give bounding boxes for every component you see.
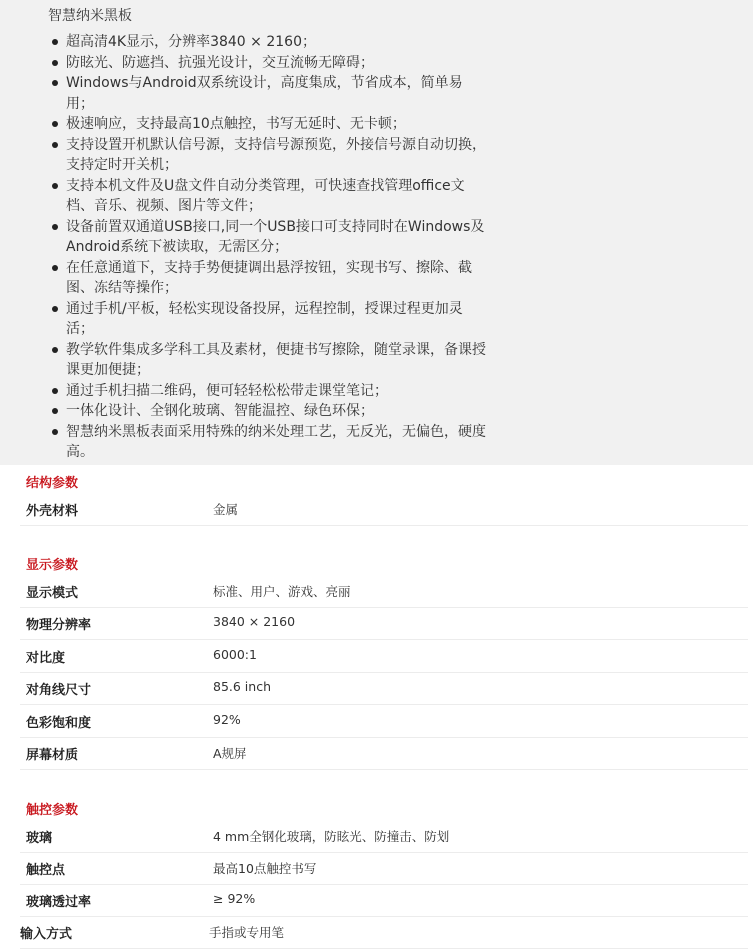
feature-text: 教学软件集成多学科工具及素材，便捷书写擦除，随堂录课，备课授课更加便捷； (66, 341, 486, 378)
feature-text: 超高清4K显示，分辨率3840 × 2160； (66, 34, 316, 50)
bullet-icon (52, 429, 58, 435)
bullet-icon (52, 265, 58, 271)
bullet-icon (52, 80, 58, 86)
feature-item (48, 381, 488, 402)
feature-item (48, 73, 488, 114)
feature-item (48, 401, 488, 422)
feature-text: 在任意通道下，支持手势便捷调出悬浮按钮，实现书写、擦除、截图、冻结等操作； (66, 259, 472, 296)
spec-label: 对比度 (26, 651, 66, 666)
feature-item (48, 114, 488, 135)
spec-label: 色彩饱和度 (26, 716, 92, 731)
feature-item (48, 217, 488, 258)
bullet-icon (52, 408, 58, 414)
feature-text: 智慧纳米黑板表面采用特殊的纳米处理工艺，无反光，无偏色，硬度高。 (66, 423, 486, 460)
spec-row (20, 672, 748, 705)
bullet-icon (52, 224, 58, 230)
spec-label: 显示模式 (26, 586, 79, 601)
feature-item (48, 422, 488, 463)
spec-value: 手指或专用笔 (209, 925, 285, 940)
intro-title: 智慧纳米黑板 (48, 8, 132, 24)
bullet-icon (52, 388, 58, 394)
feature-item (48, 258, 488, 299)
spec-value: A规屏 (213, 746, 247, 761)
feature-item (48, 53, 488, 74)
feature-text: 支持本机文件及U盘文件自动分类管理，可快速查找管理office文档、音乐、视频、图片等文件； (66, 177, 465, 214)
feature-text: 防眩光、防遮挡、抗强光设计，交互流畅无障碍； (66, 54, 374, 71)
spec-value: 标准、用户、游戏、亮丽 (213, 584, 351, 599)
feature-list (48, 32, 488, 463)
bullet-icon (52, 347, 58, 353)
spec-value: 6000:1 (213, 647, 257, 662)
feature-item (48, 340, 488, 381)
spec-value: ≥ 92% (213, 891, 256, 906)
bullet-icon (52, 142, 58, 148)
section-title-structure: 结构参数 (26, 476, 79, 491)
bullet-icon (52, 306, 58, 312)
spec-label: 触控点 (26, 863, 66, 878)
spec-row (20, 820, 748, 853)
bullet-icon (52, 60, 58, 66)
feature-text: 通过手机/平板，轻松实现设备投屏，远程控制，授课过程更加灵活； (66, 300, 463, 337)
spec-label: 屏幕材质 (26, 748, 79, 763)
intro-panel (0, 0, 753, 465)
bullet-icon (52, 121, 58, 127)
spec-row (20, 493, 748, 526)
section-title-touch: 触控参数 (26, 803, 79, 818)
spec-value: 金属 (213, 502, 239, 517)
feature-text: 极速响应，支持最高10点触控，书写无延时、无卡顿； (66, 116, 406, 132)
spec-row (20, 607, 748, 640)
bullet-icon (52, 183, 58, 189)
spec-row (20, 884, 748, 917)
feature-item (48, 176, 488, 217)
spec-label: 输入方式 (20, 927, 73, 942)
spec-label: 物理分辨率 (26, 618, 92, 633)
spec-row (20, 575, 748, 608)
spec-value: 3840 × 2160 (213, 614, 296, 629)
spec-value: 92% (213, 712, 241, 727)
spec-row (20, 737, 748, 770)
feature-text: 支持设置开机默认信号源，支持信号源预览，外接信号源自动切换，支持定时开关机； (66, 136, 486, 173)
feature-text: 设备前置双通道USB接口,同一个USB接口可支持同时在Windows及Android系统下被读取，无需区分； (66, 218, 485, 255)
spec-row (20, 640, 748, 673)
section-title-display: 显示参数 (26, 558, 79, 573)
spec-label: 对角线尺寸 (26, 683, 92, 698)
feature-text: 一体化设计、全钢化玻璃、智能温控、绿色环保； (66, 403, 374, 419)
spec-label: 玻璃透过率 (26, 895, 92, 910)
feature-item (48, 135, 488, 176)
spec-row (20, 916, 748, 949)
feature-item (48, 299, 488, 340)
spec-value: 85.6 inch (213, 679, 271, 694)
bullet-icon (52, 39, 58, 45)
feature-text: 通过手机扫描二维码，便可轻轻松松带走课堂笔记； (66, 382, 388, 399)
spec-value: 最高10点触控书写 (213, 861, 317, 876)
spec-label: 玻璃 (26, 831, 53, 846)
spec-value: 4 mm全钢化玻璃，防眩光、防撞击、防划 (213, 829, 450, 844)
feature-text: Windows与Android双系统设计，高度集成，节省成本，简单易用； (66, 75, 463, 112)
spec-label: 外壳材料 (26, 504, 79, 519)
spec-row (20, 852, 748, 885)
spec-row (20, 705, 748, 738)
feature-item (48, 32, 488, 53)
